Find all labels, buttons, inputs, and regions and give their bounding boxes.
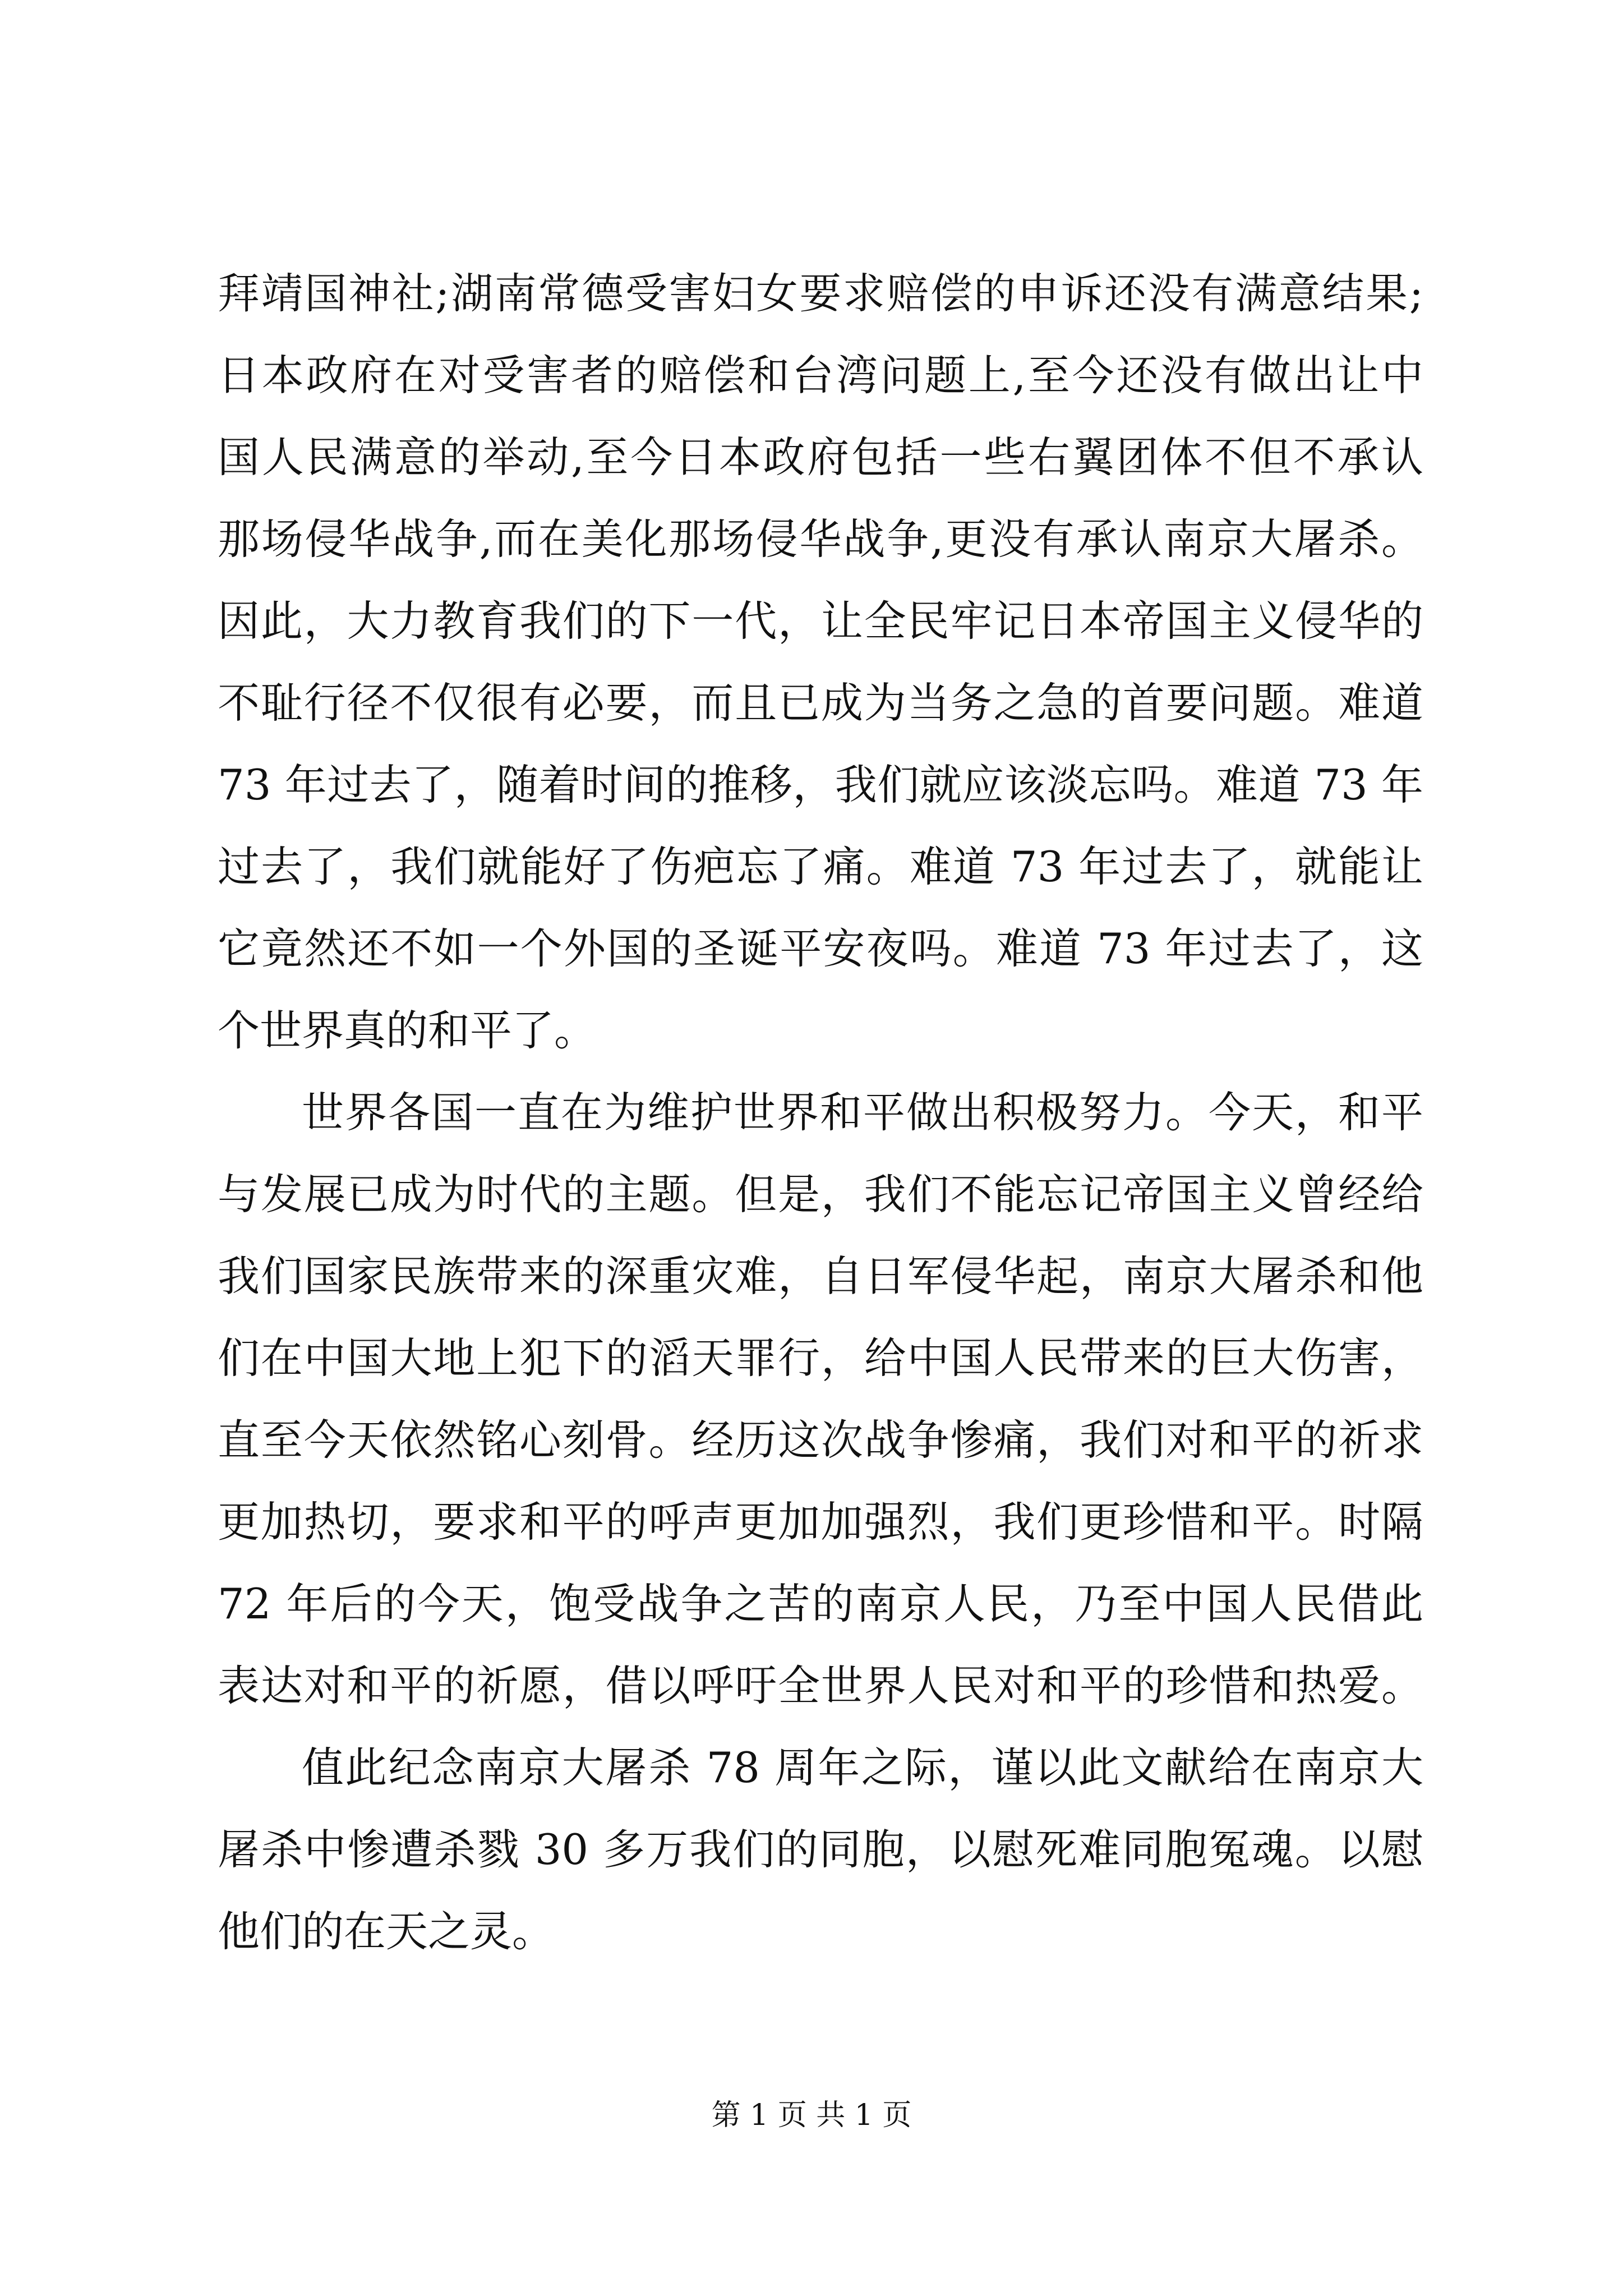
text-line: 73 年过去了，随着时间的推移，我们就应该淡忘吗。难道 73 年 (218, 760, 1423, 809)
page-number-footer: 第 1 页 共 1 页 (711, 2099, 912, 2132)
text-line: 更加热切，要求和平的呼声更加加强烈，我们更珍惜和平。时隔 (218, 1497, 1423, 1547)
text-line: 不耻行径不仅很有必要，而且已成为当务之急的首要问题。难道 (218, 678, 1423, 728)
text-line: 与发展已成为时代的主题。但是，我们不能忘记帝国主义曾经给 (218, 1170, 1423, 1219)
text-line: 表达对和平的祈愿，借以呼吁全世界人民对和平的珍惜和热爱。 (218, 1661, 1423, 1710)
text-line: 拜靖国神社;湖南常德受害妇女要求赔偿的申诉还没有满意结果; (218, 269, 1423, 318)
text-line: 72 年后的今天，饱受战争之苦的南京人民，乃至中国人民借此 (218, 1579, 1423, 1628)
text-line: 那场侵华战争,而在美化那场侵华战争,更没有承认南京大屠杀。 (218, 514, 1423, 564)
text-line: 日本政府在对受害者的赔偿和台湾问题上,至今还没有做出让中 (218, 351, 1423, 400)
text-line: 国人民满意的举动,至今日本政府包括一些右翼团体不但不承认 (218, 432, 1423, 482)
text-line: 们在中国大地上犯下的滔天罪行，给中国人民带来的巨大伤害， (218, 1333, 1423, 1383)
text-line: 直至今天依然铭心刻骨。经历这次战争惨痛，我们对和平的祈求 (218, 1415, 1423, 1465)
text-line: 我们国家民族带来的深重灾难，自日军侵华起，南京大屠杀和他 (218, 1251, 1423, 1301)
text-line: 过去了，我们就能好了伤疤忘了痛。难道 73 年过去了，就能让 (218, 842, 1423, 891)
text-line: 他们的在天之灵。 (218, 1907, 555, 1956)
body-text (218, 252, 1423, 1972)
text-line: 它竟然还不如一个外国的圣诞平安夜吗。难道 73 年过去了，这 (218, 924, 1423, 973)
text-line: 屠杀中惨遭杀戮 30 多万我们的同胞，以慰死难同胞冤魂。以慰 (218, 1825, 1423, 1874)
paragraph-first-line: 世界各国一直在为维护世界和平做出积极努力。今天，和平 (302, 1088, 1423, 1137)
text-line: 个世界真的和平了。 (218, 1006, 597, 1055)
text-line: 因此，大力教育我们的下一代，让全民牢记日本帝国主义侵华的 (218, 596, 1423, 646)
paragraph-first-line: 值此纪念南京大屠杀 78 周年之际，谨以此文献给在南京大 (302, 1743, 1423, 1792)
